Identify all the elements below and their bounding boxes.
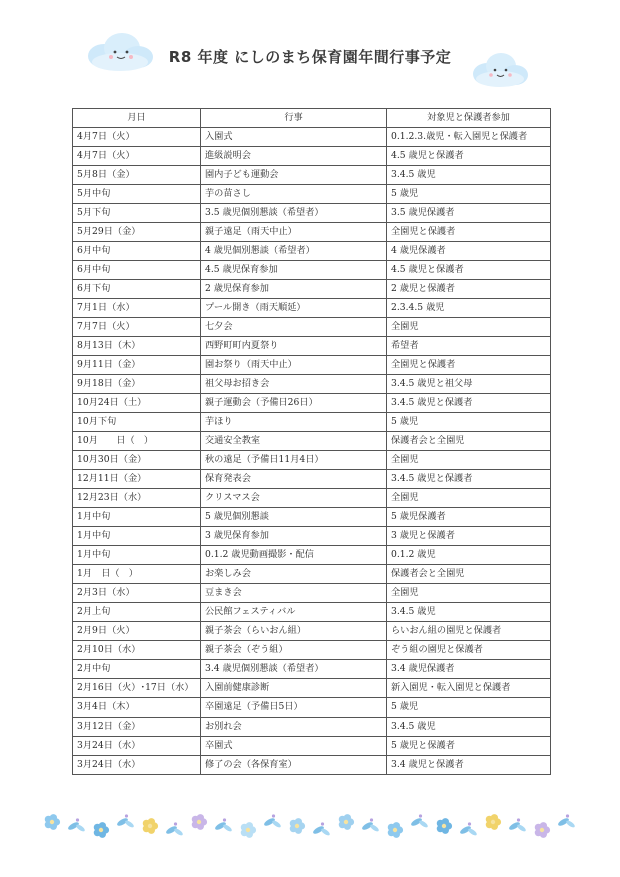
date-cell: 1月中旬	[73, 508, 201, 527]
participants-cell: 3.4.5 歳児と保護者	[387, 470, 551, 489]
participants-cell: 3.4 歳児と保護者	[387, 755, 551, 774]
date-cell: 2月3日（水）	[73, 584, 201, 603]
table-row	[73, 223, 551, 242]
table-row	[73, 489, 551, 508]
event-cell: 祖父母お招き会	[201, 375, 387, 394]
participants-cell: 5 歳児と保護者	[387, 736, 551, 755]
date-cell: 9月11日（金）	[73, 356, 201, 375]
event-cell: 園内子ども運動会	[201, 166, 387, 185]
participants-cell: 2.3.4.5 歳児	[387, 299, 551, 318]
participants-cell: 全園児	[387, 318, 551, 337]
flower-garland-icon	[40, 808, 580, 844]
table-row	[73, 128, 551, 147]
participants-cell: ぞう組の園児と保護者	[387, 641, 551, 660]
event-cell: 親子運動会（予備日26日）	[201, 394, 387, 413]
date-cell: 5月8日（金）	[73, 166, 201, 185]
table-row	[73, 584, 551, 603]
date-cell: 5月下旬	[73, 204, 201, 223]
table-row	[73, 413, 551, 432]
date-cell: 1月中旬	[73, 527, 201, 546]
table-row	[73, 755, 551, 774]
event-cell: 西野町町内夏祭り	[201, 337, 387, 356]
date-cell: 5月29日（金）	[73, 223, 201, 242]
table-row	[73, 508, 551, 527]
table-row	[73, 261, 551, 280]
events-table-body	[73, 128, 551, 775]
event-cell: 保育発表会	[201, 470, 387, 489]
date-cell: 2月中旬	[73, 660, 201, 679]
participants-cell: 0.1.2.3.歳児・転入園児と保護者	[387, 128, 551, 147]
table-row	[73, 736, 551, 755]
date-cell: 10月下旬	[73, 413, 201, 432]
table-row	[73, 432, 551, 451]
table-row	[73, 185, 551, 204]
participants-cell: 3.4.5 歳児	[387, 603, 551, 622]
participants-cell: 4.5 歳児と保護者	[387, 147, 551, 166]
event-cell: お別れ会	[201, 717, 387, 736]
participants-cell: 全園児と保護者	[387, 356, 551, 375]
table-row	[73, 641, 551, 660]
date-cell: 7月1日（水）	[73, 299, 201, 318]
date-cell: 1月 日（ ）	[73, 565, 201, 584]
table-row	[73, 622, 551, 641]
events-table	[72, 108, 551, 775]
date-cell: 10月 日（ ）	[73, 432, 201, 451]
participants-cell: 保護者会と全園児	[387, 432, 551, 451]
event-cell: 交通安全教室	[201, 432, 387, 451]
event-cell: お楽しみ会	[201, 565, 387, 584]
event-cell: プール開き（雨天順延）	[201, 299, 387, 318]
event-cell: 修了の会（各保育室）	[201, 755, 387, 774]
date-cell: 6月下旬	[73, 280, 201, 299]
event-cell: 卒園式	[201, 736, 387, 755]
table-row	[73, 660, 551, 679]
table-row	[73, 546, 551, 565]
event-cell: 入園前健康診断	[201, 679, 387, 698]
column-header-participants: 対象児と保護者参加	[387, 109, 551, 128]
event-cell: クリスマス会	[201, 489, 387, 508]
table-row	[73, 375, 551, 394]
event-cell: 豆まき会	[201, 584, 387, 603]
event-cell: 七夕会	[201, 318, 387, 337]
date-cell: 2月10日（水）	[73, 641, 201, 660]
column-header-event: 行事	[201, 109, 387, 128]
table-row	[73, 147, 551, 166]
participants-cell: 5 歳児	[387, 185, 551, 204]
date-cell: 12月23日（水）	[73, 489, 201, 508]
table-row	[73, 280, 551, 299]
table-row	[73, 451, 551, 470]
table-row	[73, 394, 551, 413]
participants-cell: 4.5 歳児と保護者	[387, 261, 551, 280]
date-cell: 2月9日（火）	[73, 622, 201, 641]
table-header-row	[73, 109, 551, 128]
event-cell: 親子茶会（ぞう組）	[201, 641, 387, 660]
table-row	[73, 337, 551, 356]
table-row	[73, 318, 551, 337]
event-cell: 親子茶会（らいおん組）	[201, 622, 387, 641]
participants-cell: 5 歳児	[387, 698, 551, 717]
event-cell: 芋の苗さし	[201, 185, 387, 204]
event-cell: 4 歳児個別懇談（希望者）	[201, 242, 387, 261]
table-row	[73, 299, 551, 318]
participants-cell: 3.4.5 歳児と祖父母	[387, 375, 551, 394]
participants-cell: 全園児	[387, 584, 551, 603]
date-cell: 2月16日（火）･17日（水）	[73, 679, 201, 698]
participants-cell: 3.4.5 歳児	[387, 166, 551, 185]
participants-cell: 3.5 歳児保護者	[387, 204, 551, 223]
table-row	[73, 698, 551, 717]
date-cell: 5月中旬	[73, 185, 201, 204]
date-cell: 4月7日（火）	[73, 128, 201, 147]
participants-cell: 3 歳児と保護者	[387, 527, 551, 546]
table-row	[73, 679, 551, 698]
participants-cell: らいおん組の園児と保護者	[387, 622, 551, 641]
date-cell: 3月12日（金）	[73, 717, 201, 736]
event-cell: 秋の遠足（予備日11月4日）	[201, 451, 387, 470]
participants-cell: 全園児	[387, 489, 551, 508]
date-cell: 3月24日（水）	[73, 755, 201, 774]
table-row	[73, 527, 551, 546]
participants-cell: 5 歳児	[387, 413, 551, 432]
event-cell: 卒園遠足（予備日5日）	[201, 698, 387, 717]
table-row	[73, 603, 551, 622]
participants-cell: 保護者会と全園児	[387, 565, 551, 584]
participants-cell: 新入園児・転入園児と保護者	[387, 679, 551, 698]
page-title: R8 年度 にしのまち保育園年間行事予定	[168, 48, 452, 66]
event-cell: 0.1.2 歳児動画撮影・配信	[201, 546, 387, 565]
participants-cell: 希望者	[387, 337, 551, 356]
table-row	[73, 166, 551, 185]
date-cell: 4月7日（火）	[73, 147, 201, 166]
participants-cell: 3.4.5 歳児と保護者	[387, 394, 551, 413]
participants-cell: 0.1.2 歳児	[387, 546, 551, 565]
participants-cell: 2 歳児と保護者	[387, 280, 551, 299]
date-cell: 2月上旬	[73, 603, 201, 622]
date-cell: 12月11日（金）	[73, 470, 201, 489]
date-cell: 10月24日（土）	[73, 394, 201, 413]
event-cell: 芋ほり	[201, 413, 387, 432]
table-row	[73, 356, 551, 375]
event-cell: 入園式	[201, 128, 387, 147]
event-cell: 園お祭り（雨天中止）	[201, 356, 387, 375]
date-cell: 9月18日（金）	[73, 375, 201, 394]
event-cell: 4.5 歳児保育参加	[201, 261, 387, 280]
date-cell: 1月中旬	[73, 546, 201, 565]
date-cell: 7月7日（火）	[73, 318, 201, 337]
event-cell: 2 歳児保育参加	[201, 280, 387, 299]
event-cell: 公民館フェスティバル	[201, 603, 387, 622]
date-cell: 10月30日（金）	[73, 451, 201, 470]
event-cell: 3.4 歳児個別懇談（希望者）	[201, 660, 387, 679]
participants-cell: 4 歳児保護者	[387, 242, 551, 261]
event-cell: 5 歳児個別懇談	[201, 508, 387, 527]
table-row	[73, 717, 551, 736]
event-cell: 3 歳児保育参加	[201, 527, 387, 546]
participants-cell: 3.4.5 歳児	[387, 717, 551, 736]
event-cell: 親子遠足（雨天中止）	[201, 223, 387, 242]
table-row	[73, 242, 551, 261]
participants-cell: 全園児と保護者	[387, 223, 551, 242]
event-cell: 進級説明会	[201, 147, 387, 166]
table-row	[73, 565, 551, 584]
date-cell: 6月中旬	[73, 261, 201, 280]
date-cell: 3月4日（木）	[73, 698, 201, 717]
participants-cell: 5 歳児保護者	[387, 508, 551, 527]
table-row	[73, 470, 551, 489]
date-cell: 8月13日（木）	[73, 337, 201, 356]
event-cell: 3.5 歳児個別懇談（希望者）	[201, 204, 387, 223]
date-cell: 3月24日（水）	[73, 736, 201, 755]
column-header-date: 月日	[73, 109, 201, 128]
date-cell: 6月中旬	[73, 242, 201, 261]
participants-cell: 3.4 歳児保護者	[387, 660, 551, 679]
participants-cell: 全園児	[387, 451, 551, 470]
table-row	[73, 204, 551, 223]
